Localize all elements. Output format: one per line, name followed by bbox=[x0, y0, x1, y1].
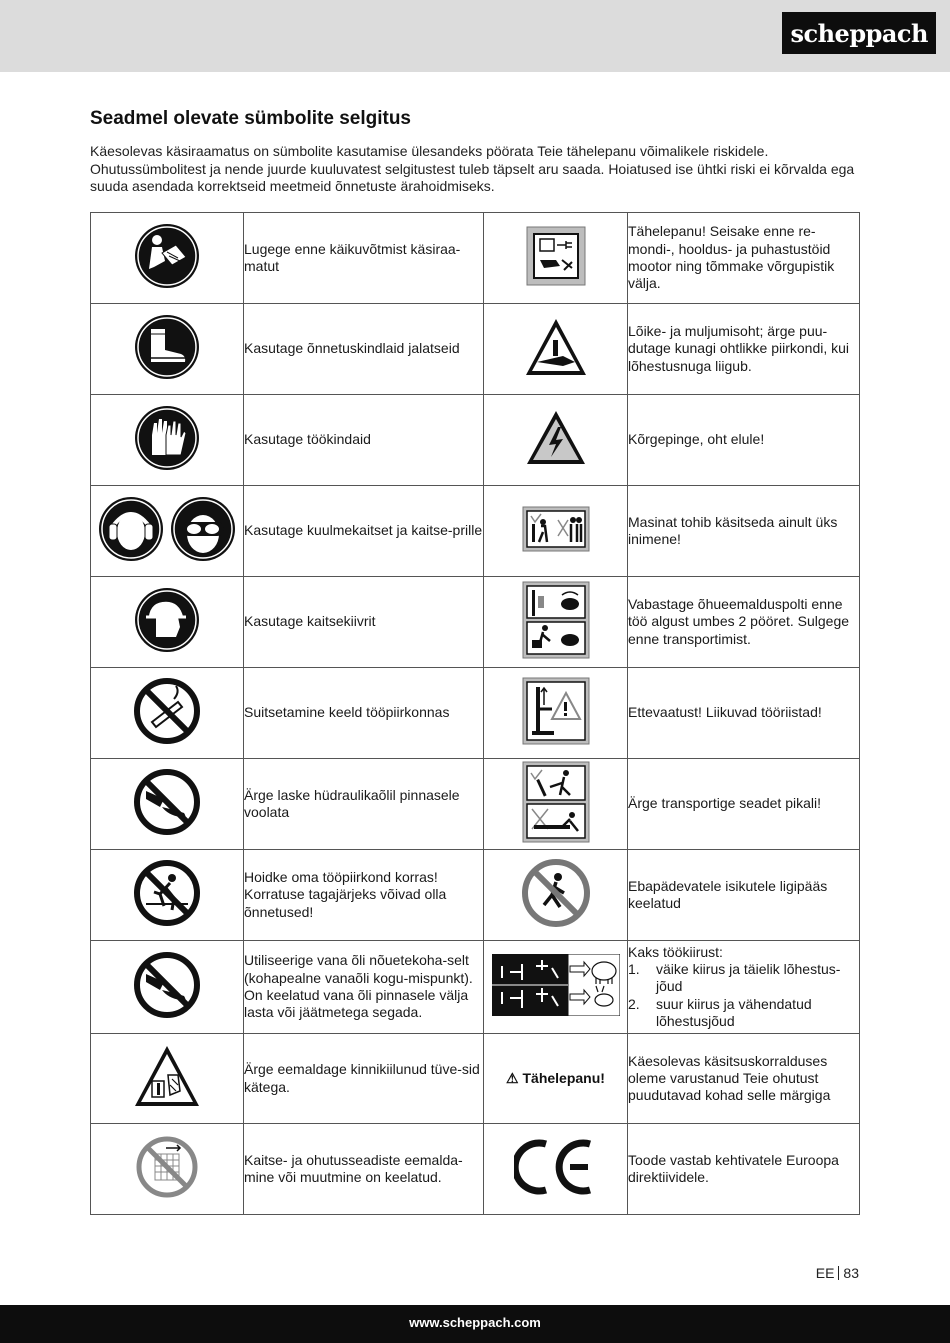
symbol-description: Toode vastab kehtivatele Euroopa direktiividele. bbox=[628, 1124, 860, 1215]
symbol-cell bbox=[91, 941, 244, 1034]
symbol-description: Utiliseerige vana õli nõuetekoha-selt (kohapealne vanaõli kogu-mispunkt). On keelatud vana õli pinnasele välja lasta või jäätmetega segada. bbox=[244, 941, 484, 1034]
gloves-icon bbox=[134, 405, 200, 471]
symbol-description: Ärge transportige seadet pikali! bbox=[628, 759, 860, 850]
symbol-cell bbox=[484, 1034, 628, 1124]
intro-text: Käesolevas käsiraamatus on sümbolite kasutamise ülesandeks pöörata Teie tähelepanu võimalikele riskidele. Ohutussümbolitest ja nende juurde kuuluvatest selgitustest tuleb täpselt aru saada. Hoiatused ise ühtki riski ei kõrvalda ega suuda asendada korrektseid meetmeid õnnetuste ärahoidmiseks. bbox=[90, 143, 855, 194]
list-text: suur kiirus ja vähendatud lõhestusjõud bbox=[656, 995, 812, 1029]
symbol-description: Kasutage kuulmekaitset ja kaitse-prille bbox=[244, 486, 484, 577]
symbol-cell bbox=[91, 304, 244, 395]
no-unauthorized-access-icon bbox=[522, 859, 590, 927]
speed-list bbox=[628, 961, 859, 1030]
list-number: 2. bbox=[628, 995, 640, 1012]
list-item bbox=[628, 996, 859, 1031]
hard-hat-icon bbox=[134, 587, 200, 653]
page-language: EE bbox=[815, 1265, 835, 1281]
moving-tools-icon bbox=[522, 677, 590, 745]
speed-heading: Kaks töökiirust: bbox=[628, 943, 723, 960]
table-row bbox=[91, 213, 860, 304]
two-speed-icon bbox=[492, 954, 620, 1016]
safety-boots-icon bbox=[134, 314, 200, 380]
page-number-divider bbox=[838, 1266, 839, 1280]
symbol-description: Hoidke oma tööpiirkond korras! Korratuse tagajärjeks võivad olla õnnetused! bbox=[244, 850, 484, 941]
no-smoking-icon bbox=[134, 678, 200, 744]
symbol-cell bbox=[484, 1124, 628, 1215]
symbol-cell bbox=[91, 1034, 244, 1124]
ear-protection-icon bbox=[98, 496, 164, 562]
table-row bbox=[91, 395, 860, 486]
symbol-description: Ärge laske hüdraulikaõlil pinnasele voolata bbox=[244, 759, 484, 850]
symbol-description: Tähelepanu! Seisake enne re-mondi-, hooldus- ja puhastustöid mootor ning tõmmake võrgupistik välja. bbox=[628, 213, 860, 304]
table-row bbox=[91, 1034, 860, 1124]
goggles-icon bbox=[170, 496, 236, 562]
table-row bbox=[91, 304, 860, 395]
scheppach-logo: scheppach bbox=[782, 12, 936, 54]
symbol-cell bbox=[484, 304, 628, 395]
no-guard-removal-icon bbox=[136, 1136, 198, 1198]
symbol-cell bbox=[484, 941, 628, 1034]
high-voltage-icon bbox=[525, 409, 587, 467]
symbol-description: Suitsetamine keeld tööpiirkonnas bbox=[244, 668, 484, 759]
page-number bbox=[816, 1265, 859, 1281]
table-row bbox=[91, 941, 860, 1034]
symbol-description: Käesolevas käsitsuskorralduses oleme varustanud Teie ohutust puudutavad kohad selle märgiga bbox=[628, 1034, 860, 1124]
symbol-description: Kasutage õnnetuskindlaid jalatseid bbox=[244, 304, 484, 395]
symbol-description: Kasutage kaitsekiivrit bbox=[244, 577, 484, 668]
symbol-cell bbox=[484, 395, 628, 486]
bleed-screw-icon bbox=[522, 581, 590, 659]
website-link[interactable]: www.scheppach.com bbox=[409, 1315, 541, 1330]
symbol-cell bbox=[484, 577, 628, 668]
single-operator-icon bbox=[522, 506, 590, 552]
symbol-description: Lõike- ja muljumisoht; ärge puu-dutage kunagi ohtlikke piirkondi, kui lõhestusnuga liigub. bbox=[628, 304, 860, 395]
symbol-description: Ärge eemaldage kinnikiilunud tüve-sid kätega. bbox=[244, 1034, 484, 1124]
no-horizontal-transport-icon bbox=[522, 761, 590, 843]
page-title: Seadmel olevate sümbolite selgitus bbox=[90, 108, 411, 129]
symbol-description: Kasutage töökindaid bbox=[244, 395, 484, 486]
table-row bbox=[91, 1124, 860, 1215]
list-number: 1. bbox=[628, 961, 640, 978]
symbol-cell bbox=[484, 213, 628, 304]
table-row bbox=[91, 577, 860, 668]
page-number-value: 83 bbox=[843, 1265, 859, 1281]
jammed-wood-warning-icon bbox=[132, 1043, 202, 1109]
symbol-cell bbox=[484, 486, 628, 577]
symbol-cell bbox=[91, 486, 244, 577]
no-tripping-icon bbox=[134, 860, 200, 926]
table-row bbox=[91, 486, 860, 577]
symbol-cell bbox=[484, 668, 628, 759]
symbol-cell bbox=[484, 850, 628, 941]
no-oil-drain-icon bbox=[134, 769, 200, 835]
symbol-description: Ettevaatust! Liikuvad tööriistad! bbox=[628, 668, 860, 759]
attention-label: ⚠ Tähelepanu! bbox=[506, 1070, 605, 1086]
symbol-description: Kõrgepinge, oht elule! bbox=[628, 395, 860, 486]
list-text: väike kiirus ja täielik lõhestus-jõud bbox=[656, 961, 841, 995]
list-item bbox=[628, 961, 859, 996]
table-row bbox=[91, 759, 860, 850]
two-speed-description bbox=[628, 941, 860, 1034]
symbol-cell bbox=[91, 759, 244, 850]
symbol-cell bbox=[91, 668, 244, 759]
symbol-cell bbox=[91, 395, 244, 486]
unplug-before-service-icon bbox=[526, 226, 586, 286]
footer-band bbox=[0, 1305, 950, 1343]
symbol-cell bbox=[484, 759, 628, 850]
symbol-cell bbox=[91, 850, 244, 941]
table-row bbox=[91, 668, 860, 759]
oil-disposal-icon bbox=[134, 952, 200, 1018]
symbol-cell bbox=[91, 213, 244, 304]
symbol-description: Kaitse- ja ohutusseadiste eemalda-mine või muutmine on keelatud. bbox=[244, 1124, 484, 1215]
symbol-description: Masinat tohib käsitseda ainult üks inimene! bbox=[628, 486, 860, 577]
ce-mark-icon bbox=[514, 1136, 598, 1198]
symbol-description: Ebapädevatele isikutele ligipääs keelatud bbox=[628, 850, 860, 941]
symbol-description: Lugege enne käikuvõtmist käsiraa-matut bbox=[244, 213, 484, 304]
header-band bbox=[0, 0, 950, 72]
symbol-cell bbox=[91, 577, 244, 668]
read-manual-icon bbox=[134, 223, 200, 289]
ear-eye-protection-icon bbox=[98, 496, 236, 562]
table-row bbox=[91, 850, 860, 941]
cutting-crushing-hazard-icon bbox=[523, 316, 589, 378]
symbols-table bbox=[90, 212, 860, 1215]
symbol-description: Vabastage õhueemalduspolti enne töö algust umbes 2 pööret. Sulgege enne transportimist. bbox=[628, 577, 860, 668]
symbol-cell bbox=[91, 1124, 244, 1215]
